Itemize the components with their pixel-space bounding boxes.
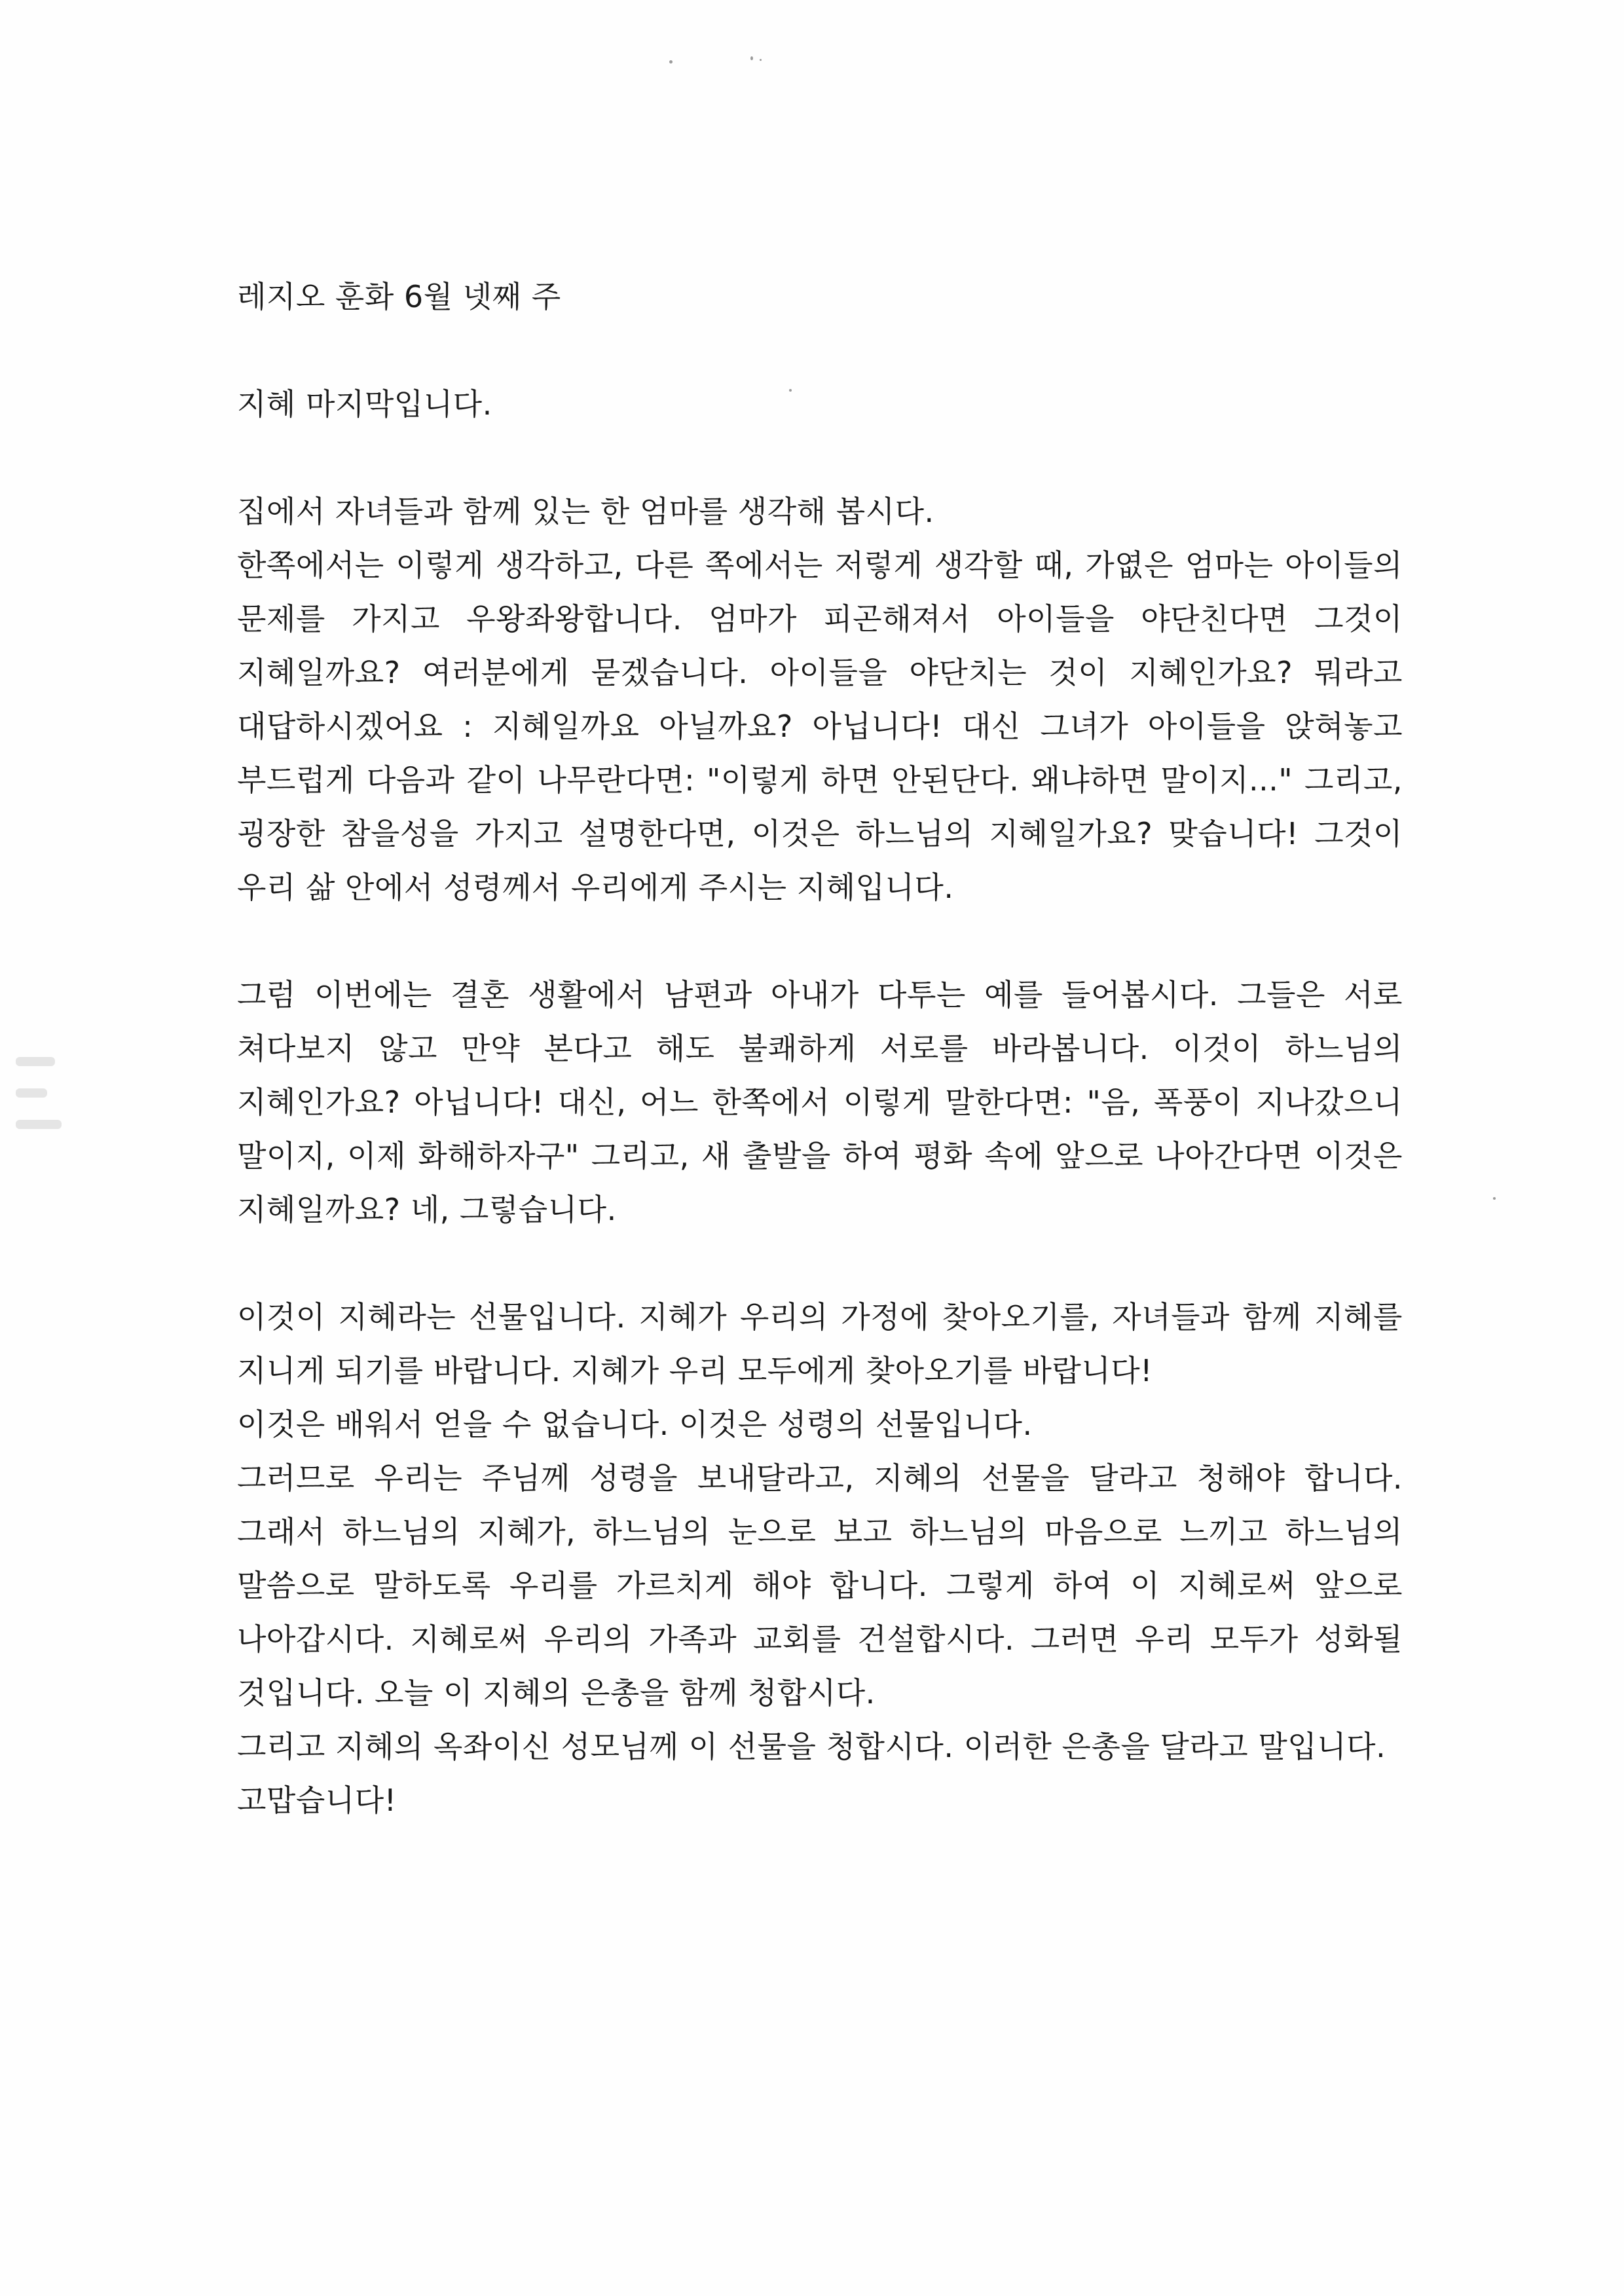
paragraph-line: 이것이 지혜라는 선물입니다. 지혜가 우리의 가정에 찾아오기를, 자녀들과 함께 지혜를 지니게 되기를 바랍니다. 지혜가 우리 모두에게 찾아오기를 바랍니다! — [237, 1299, 1403, 1388]
paragraph-line: 그리고 지혜의 옥좌이신 성모님께 이 선물을 청합시다. 이러한 은총을 달라고 말입니다. — [237, 1729, 1386, 1764]
paragraph-line: 이것은 배워서 얻을 수 없습니다. 이것은 성령의 선물입니다. — [237, 1407, 1033, 1442]
scan-speck — [760, 59, 762, 61]
scan-speck — [669, 60, 673, 64]
document-subtitle: 지혜 마지막입니다. — [237, 386, 492, 422]
document-body — [237, 270, 1403, 1827]
paragraph-line: 그럼 이번에는 결혼 생활에서 남편과 아내가 다투는 예를 들어봅시다. 그들은 서로 쳐다보지 않고 만약 본다고 해도 불쾌하게 서로를 바라봅니다. 이것이 하느님의 지혜인가요? 아닙니다! 대신, 어느 한쪽에서 이렇게 말한다면: "음, 폭풍이 지나갔으니 말이지, 이제 화해하자구" 그리고, 새 출발을 하여 평화 속에 앞으로 나아간다면 이것은 지혜일까요? 네, 그렇습니다. — [237, 977, 1403, 1227]
paragraph-line: 집에서 자녀들과 함께 있는 한 엄마를 생각해 봅시다. — [237, 494, 934, 529]
paragraph-line: 한쪽에서는 이렇게 생각하고, 다른 쪽에서는 저렇게 생각할 때, 가엾은 엄마는 아이들의 문제를 가지고 우왕좌왕합니다. 엄마가 피곤해져서 아이들을 야단친다면 그것이 지혜일까요? 여러분에게 묻겠습니다. 아이들을 야단치는 것이 지혜인가요? 뭐라고 대답하시겠어요 : 지혜일까요 아닐까요? 아닙니다! 대신 그녀가 아이들을 앉혀놓고 부드럽게 다음과 같이 나무란다면: "이렇게 하면 안된단다. 왜냐하면 말이지..." 그리고, 굉장한 참을성을 가지고 설명한다면, 이것은 하느님의 지혜일가요? 맞습니다! 그것이 우리 삶 안에서 성령께서 우리에게 주시는 지혜입니다. — [237, 547, 1403, 905]
closing-line: 고맙습니다! — [237, 1783, 397, 1818]
paragraph-line: 그러므로 우리는 주님께 성령을 보내달라고, 지혜의 선물을 달라고 청해야 합니다. 그래서 하느님의 지혜가, 하느님의 눈으로 보고 하느님의 마음으로 느끼고 하느님의 말씀으로 말하도록 우리를 가르치게 해야 합니다. 그렇게 하여 이 지혜로써 앞으로 나아갑시다. 지혜로써 우리의 가족과 교회를 건설합시다. 그러면 우리 모두가 성화될 것입니다. 오늘 이 지혜의 은총을 함께 청합시다. — [237, 1460, 1403, 1711]
bleed-through-mark — [0, 1035, 72, 1244]
scan-speck — [1493, 1197, 1496, 1200]
scan-speck — [750, 56, 753, 60]
document-title: 레지오 훈화 6월 넷째 주 — [237, 279, 561, 314]
